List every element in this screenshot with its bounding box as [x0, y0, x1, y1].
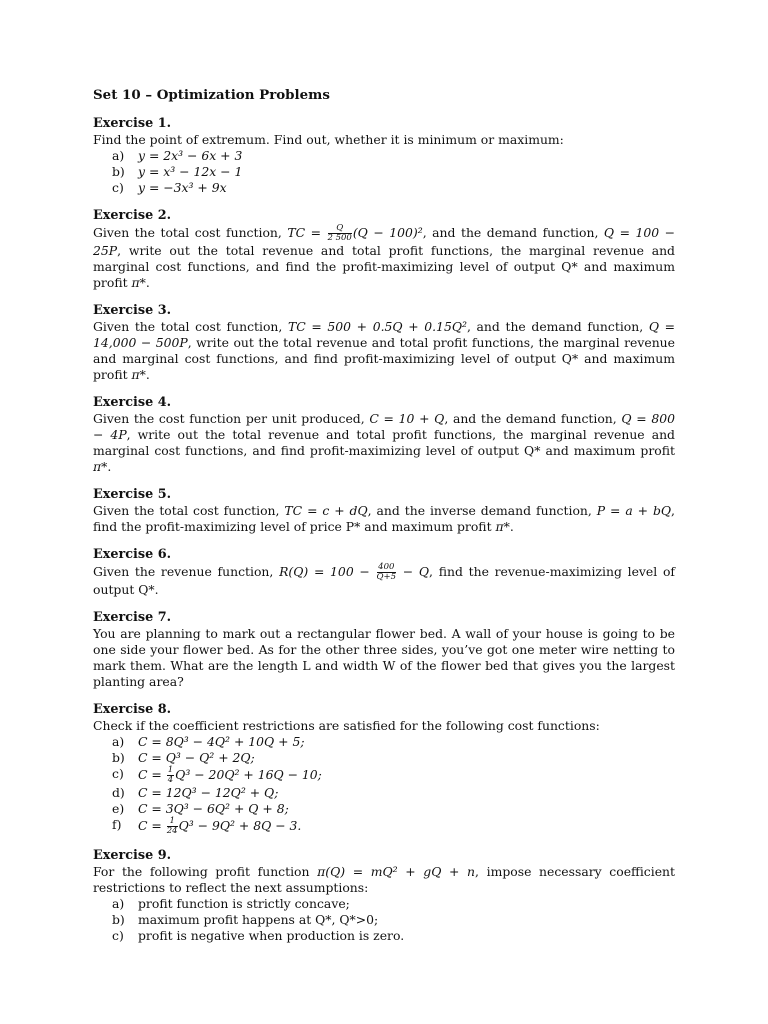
fraction-numerator: 1: [167, 817, 178, 827]
exercise-5: [93, 487, 675, 535]
formula: Q = 800 − 4P: [93, 411, 675, 442]
exercise-6-text: [93, 563, 675, 598]
item-text: profit is negative when production is zero.: [138, 928, 405, 943]
exercise-1-item-b: [93, 164, 675, 180]
exercise-8-item-a: [93, 734, 675, 750]
exercise-8-item-f: [93, 817, 675, 836]
exercise-9-item-c: [93, 928, 675, 944]
fraction: [328, 224, 352, 243]
formula: TC =: [287, 225, 327, 240]
text-run: Given the total cost function,: [93, 319, 288, 334]
formula: π(Q) = mQ² + gQ + n: [317, 864, 476, 879]
formula: π*: [93, 459, 108, 474]
text-run: .: [509, 519, 514, 534]
exercise-3: [93, 303, 675, 383]
fraction-denominator: 24: [166, 826, 178, 836]
text-run: .: [145, 275, 150, 290]
item-label: a): [112, 734, 125, 749]
exercise-5-text: [93, 503, 675, 535]
formula: Q = 100 − 25P: [93, 225, 676, 258]
item-label: f): [112, 817, 122, 832]
exercise-9: [93, 848, 675, 944]
item-label: a): [112, 148, 125, 163]
exercise-4: [93, 395, 675, 475]
exercise-3-text: [93, 319, 675, 383]
formula: π*: [131, 275, 146, 290]
formula: C = 8Q³ − 4Q² + 10Q + 5;: [138, 734, 305, 749]
exercise-7-heading: Exercise 7.: [93, 610, 172, 625]
fraction-numerator: 400: [378, 562, 395, 572]
exercise-7: [93, 610, 675, 690]
formula: Q³ − 9Q² + 8Q − 3.: [178, 818, 302, 833]
exercise-4-heading: Exercise 4.: [93, 395, 172, 410]
text-run: Given the cost function per unit produced,: [93, 411, 370, 426]
text-run: .: [107, 459, 112, 474]
exercise-8-item-b: [93, 750, 675, 766]
exercise-9-item-a: [93, 896, 675, 912]
item-label: b): [112, 912, 125, 927]
item-label: c): [112, 766, 124, 781]
exercise-9-item-b: [93, 912, 675, 928]
item-label: d): [112, 785, 125, 800]
exercise-9-heading: Exercise 9.: [93, 848, 172, 863]
page-title: Set 10 – Optimization Problems: [93, 87, 330, 103]
exercise-9-text: [93, 864, 675, 896]
exercise-2-heading: Exercise 2.: [93, 208, 172, 223]
formula: R(Q) = 100 −: [279, 564, 376, 579]
formula: P = a + bQ: [596, 503, 672, 518]
formula: Q³ − 20Q² + 16Q − 10;: [175, 767, 322, 782]
formula: C = Q³ − Q² + 2Q;: [138, 750, 255, 765]
fraction: [167, 766, 174, 785]
exercise-1-item-c: [93, 180, 675, 196]
document-page: [93, 87, 675, 956]
text-run: Given the revenue function,: [93, 564, 280, 579]
exercise-7-text: You are planning to mark out a rectangular flower bed. A wall of your house is going to be one side your flower bed. As for the other three sides, you’ve got one meter wire netting to mark them. What are the length L and width W of the flower bed that gives you the largest planting area?: [93, 626, 675, 689]
text-run: , write out the total revenue and total profit functions, the marginal revenue and marginal cost functions, and find the profit-maximizing level of output Q* and maximum profit: [93, 243, 675, 290]
exercise-4-text: [93, 411, 675, 475]
fraction-denominator: 4: [167, 775, 174, 785]
item-label: a): [112, 896, 125, 911]
item-label: b): [112, 750, 125, 765]
formula: TC = 500 + 0.5Q + 0.15Q²: [287, 319, 467, 334]
item-text: maximum profit happens at Q*, Q*>0;: [138, 912, 379, 927]
formula: − Q: [397, 564, 430, 579]
item-label: e): [112, 801, 125, 816]
text-run: , and the demand function,: [444, 411, 622, 426]
text-run: , write out the total revenue and total profit functions, the marginal revenue and marginal cost functions, and find profit-maximizing level of output Q* and maximum profit: [93, 335, 675, 382]
fraction-numerator: 1: [167, 765, 174, 775]
text-run: , write out the total revenue and total profit functions, the marginal revenue and marginal cost functions, and find profit-maximizing level of output Q* and maximum profit: [93, 427, 675, 458]
text-run: , impose necessary coefficient restrictions to reflect the next assumptions:: [93, 864, 676, 895]
exercise-1-heading: Exercise 1.: [93, 116, 172, 131]
text-run: Given the total cost function,: [93, 225, 288, 240]
text-run: , and the inverse demand function,: [367, 503, 597, 518]
exercise-3-heading: Exercise 3.: [93, 303, 172, 318]
fraction: [377, 563, 397, 582]
formula: C = 10 + Q: [369, 411, 445, 426]
formula: y = x³ − 12x − 1: [138, 164, 243, 179]
item-label: c): [112, 180, 124, 195]
formula: Q = 14,000 − 500P: [93, 319, 675, 350]
text-run: , find the profit-maximizing level of price P* and maximum profit: [93, 503, 675, 534]
exercise-1-item-a: [93, 148, 675, 164]
fraction: [167, 817, 178, 836]
text-run: Given the total cost function,: [93, 503, 285, 518]
item-label: c): [112, 928, 124, 943]
text-run: For the following profit function: [93, 864, 318, 879]
exercise-1-intro: Find the point of extremum. Find out, whether it is minimum or maximum:: [93, 132, 564, 147]
formula: y = 2x³ − 6x + 3: [138, 148, 243, 163]
formula: π*: [131, 367, 146, 382]
text-run: .: [145, 367, 150, 382]
item-label: b): [112, 164, 125, 179]
exercise-5-heading: Exercise 5.: [93, 487, 172, 502]
item-text: profit function is strictly concave;: [138, 896, 350, 911]
exercise-2-text: [93, 224, 675, 291]
formula: C =: [138, 767, 166, 782]
text-run: , and the demand function,: [466, 319, 649, 334]
formula: π*: [495, 519, 510, 534]
formula: TC = c + dQ: [284, 503, 368, 518]
formula: C = 12Q³ − 12Q² + Q;: [138, 785, 279, 800]
exercise-8-intro: Check if the coefficient restrictions are satisfied for the following cost functions:: [93, 718, 600, 733]
formula: C =: [138, 818, 166, 833]
formula: y = −3x³ + 9x: [138, 180, 227, 195]
fraction-denominator: 2 500: [327, 233, 352, 243]
exercise-2: [93, 208, 675, 291]
formula: C = 3Q³ − 6Q² + Q + 8;: [138, 801, 289, 816]
formula: (Q − 100)²: [352, 225, 423, 240]
fraction-numerator: Q: [328, 224, 352, 234]
exercise-8: [93, 702, 675, 836]
exercise-8-heading: Exercise 8.: [93, 702, 172, 717]
exercise-6: [93, 547, 675, 598]
text-run: , find the revenue-maximizing level of output Q*.: [93, 564, 675, 597]
exercise-1: [93, 116, 675, 196]
text-run: , and the demand function,: [422, 225, 604, 240]
exercise-8-item-c: [93, 766, 675, 785]
exercise-8-item-e: [93, 801, 675, 817]
exercise-6-heading: Exercise 6.: [93, 547, 172, 562]
fraction-denominator: Q+5: [376, 572, 397, 582]
exercise-8-item-d: [93, 785, 675, 801]
